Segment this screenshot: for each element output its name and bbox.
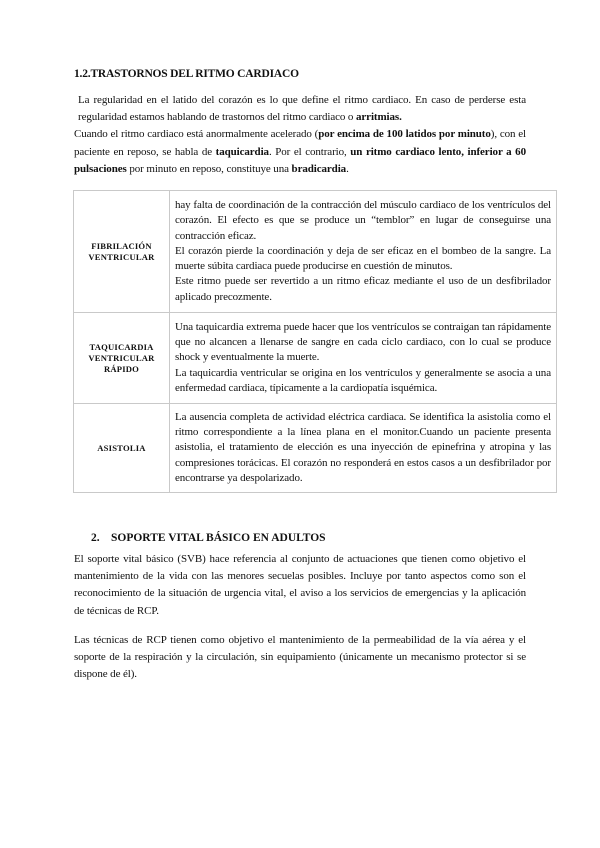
table-row	[74, 191, 557, 313]
intro-bold-ritmo-lento: un ritmo cardiaco lento, inferior a 60 pulsaciones	[74, 145, 526, 175]
section-heading-soporte-vital	[91, 532, 326, 544]
intro-text-5: por minuto en reposo, constituye una	[126, 162, 292, 175]
rcp-paragraph: Las técnicas de RCP tienen como objetivo el mantenimiento de la permeabilidad de la vía aérea y el soporte de la respiración y la circulación, sin equipamiento (únicamente un mecanismo protector si se dispone de él).	[74, 634, 526, 681]
intro-paragraph	[74, 92, 526, 178]
description-paragraph: El corazón pierde la coordinación y deja de ser eficaz en el bombeo de la sangre. La muerte súbita cardiaca puede producirse en cuestión de minutos.	[175, 244, 551, 273]
intro-bold-100: por encima de 100 latidos por minuto	[318, 128, 491, 141]
intro-text-2: Cuando el ritmo cardiaco está anormalmente acelerado (	[74, 128, 319, 141]
description-cell	[170, 404, 557, 493]
term-cell: TAQUICARDIA VENTRICULAR RÁPIDO	[74, 313, 170, 404]
intro-text-4: . Por el contrario,	[268, 145, 351, 158]
intro-bold-taquicardia: taquicardia	[215, 145, 269, 158]
intro-bold-bradicardia: bradicardia	[291, 162, 347, 175]
table-row	[74, 404, 557, 493]
description-paragraph: Este ritmo puede ser revertido a un ritmo eficaz mediante el uso de un desfibrilador aplicado precozmente.	[175, 275, 551, 303]
section-heading-trastornos: 1.2.TRASTORNOS DEL RITMO CARDIACO	[74, 68, 299, 80]
intro-sentence-1	[74, 92, 526, 126]
intro-sentence-2	[74, 126, 526, 178]
section-number: 2.	[91, 532, 100, 544]
description-paragraph: La ausencia completa de actividad eléctrica cardiaca. Se identifica la asistolia como el ritmo correspondiente a la línea plana en el monitor.Cuando un paciente presenta asistolia, el tratamiento de elección es una inyección de epinefrina y atropina y las compresiones torácicas. El corazón no responderá en estos casos a un desfibrilador por encontrarse ya despolarizado.	[175, 410, 551, 484]
section-title: SOPORTE VITAL BÁSICO EN ADULTOS	[111, 532, 326, 544]
description-paragraph: Una taquicardia extrema puede hacer que los ventrículos se contraigan tan rápidamente que no alcancen a llenarse de sangre en cada ciclo cardiaco, con lo cual se produce shock y eventualmente la muerte.	[175, 320, 551, 364]
svb-paragraph: El soporte vital básico (SVB) hace referencia al conjunto de actuaciones que tienen como objetivo el mantenimiento de la vida con las menores secuelas posibles. Incluye por tanto aspectos como son el reconocimiento de la situación de urgencia vital, el aviso a los servicios de emergencias y la aplicación de técnicas de RCP.	[74, 553, 526, 617]
table-row	[74, 313, 557, 404]
description-cell	[170, 191, 557, 313]
intro-bold-arritmias: arritmias.	[355, 111, 402, 124]
arrhythmia-table	[73, 190, 557, 493]
intro-text-1: La regularidad en el latido del corazón es lo que define el ritmo cardiaco. En caso de perderse esta regularidad estamos hablando de trastornos del ritmo cardiaco o	[78, 94, 526, 124]
description-cell	[170, 313, 557, 404]
intro-text-3: ), con el paciente en reposo, se habla de	[74, 128, 526, 158]
description-paragraph: La taquicardia ventricular se origina en los ventrículos y generalmente se asocia a una enfermedad cardiaca, típicamente a la cardiopatía isquémica.	[175, 366, 551, 394]
term-cell: FIBRILACIÓN VENTRICULAR	[74, 191, 170, 313]
description-paragraph: hay falta de coordinación de la contracción del músculo cardiaco de los ventrículos del corazón. El efecto es que se produce un “temblor” en lugar de conseguirse una contracción eficaz.	[175, 198, 551, 242]
term-cell: ASISTOLIA	[74, 404, 170, 493]
intro-text-6: .	[346, 162, 349, 175]
